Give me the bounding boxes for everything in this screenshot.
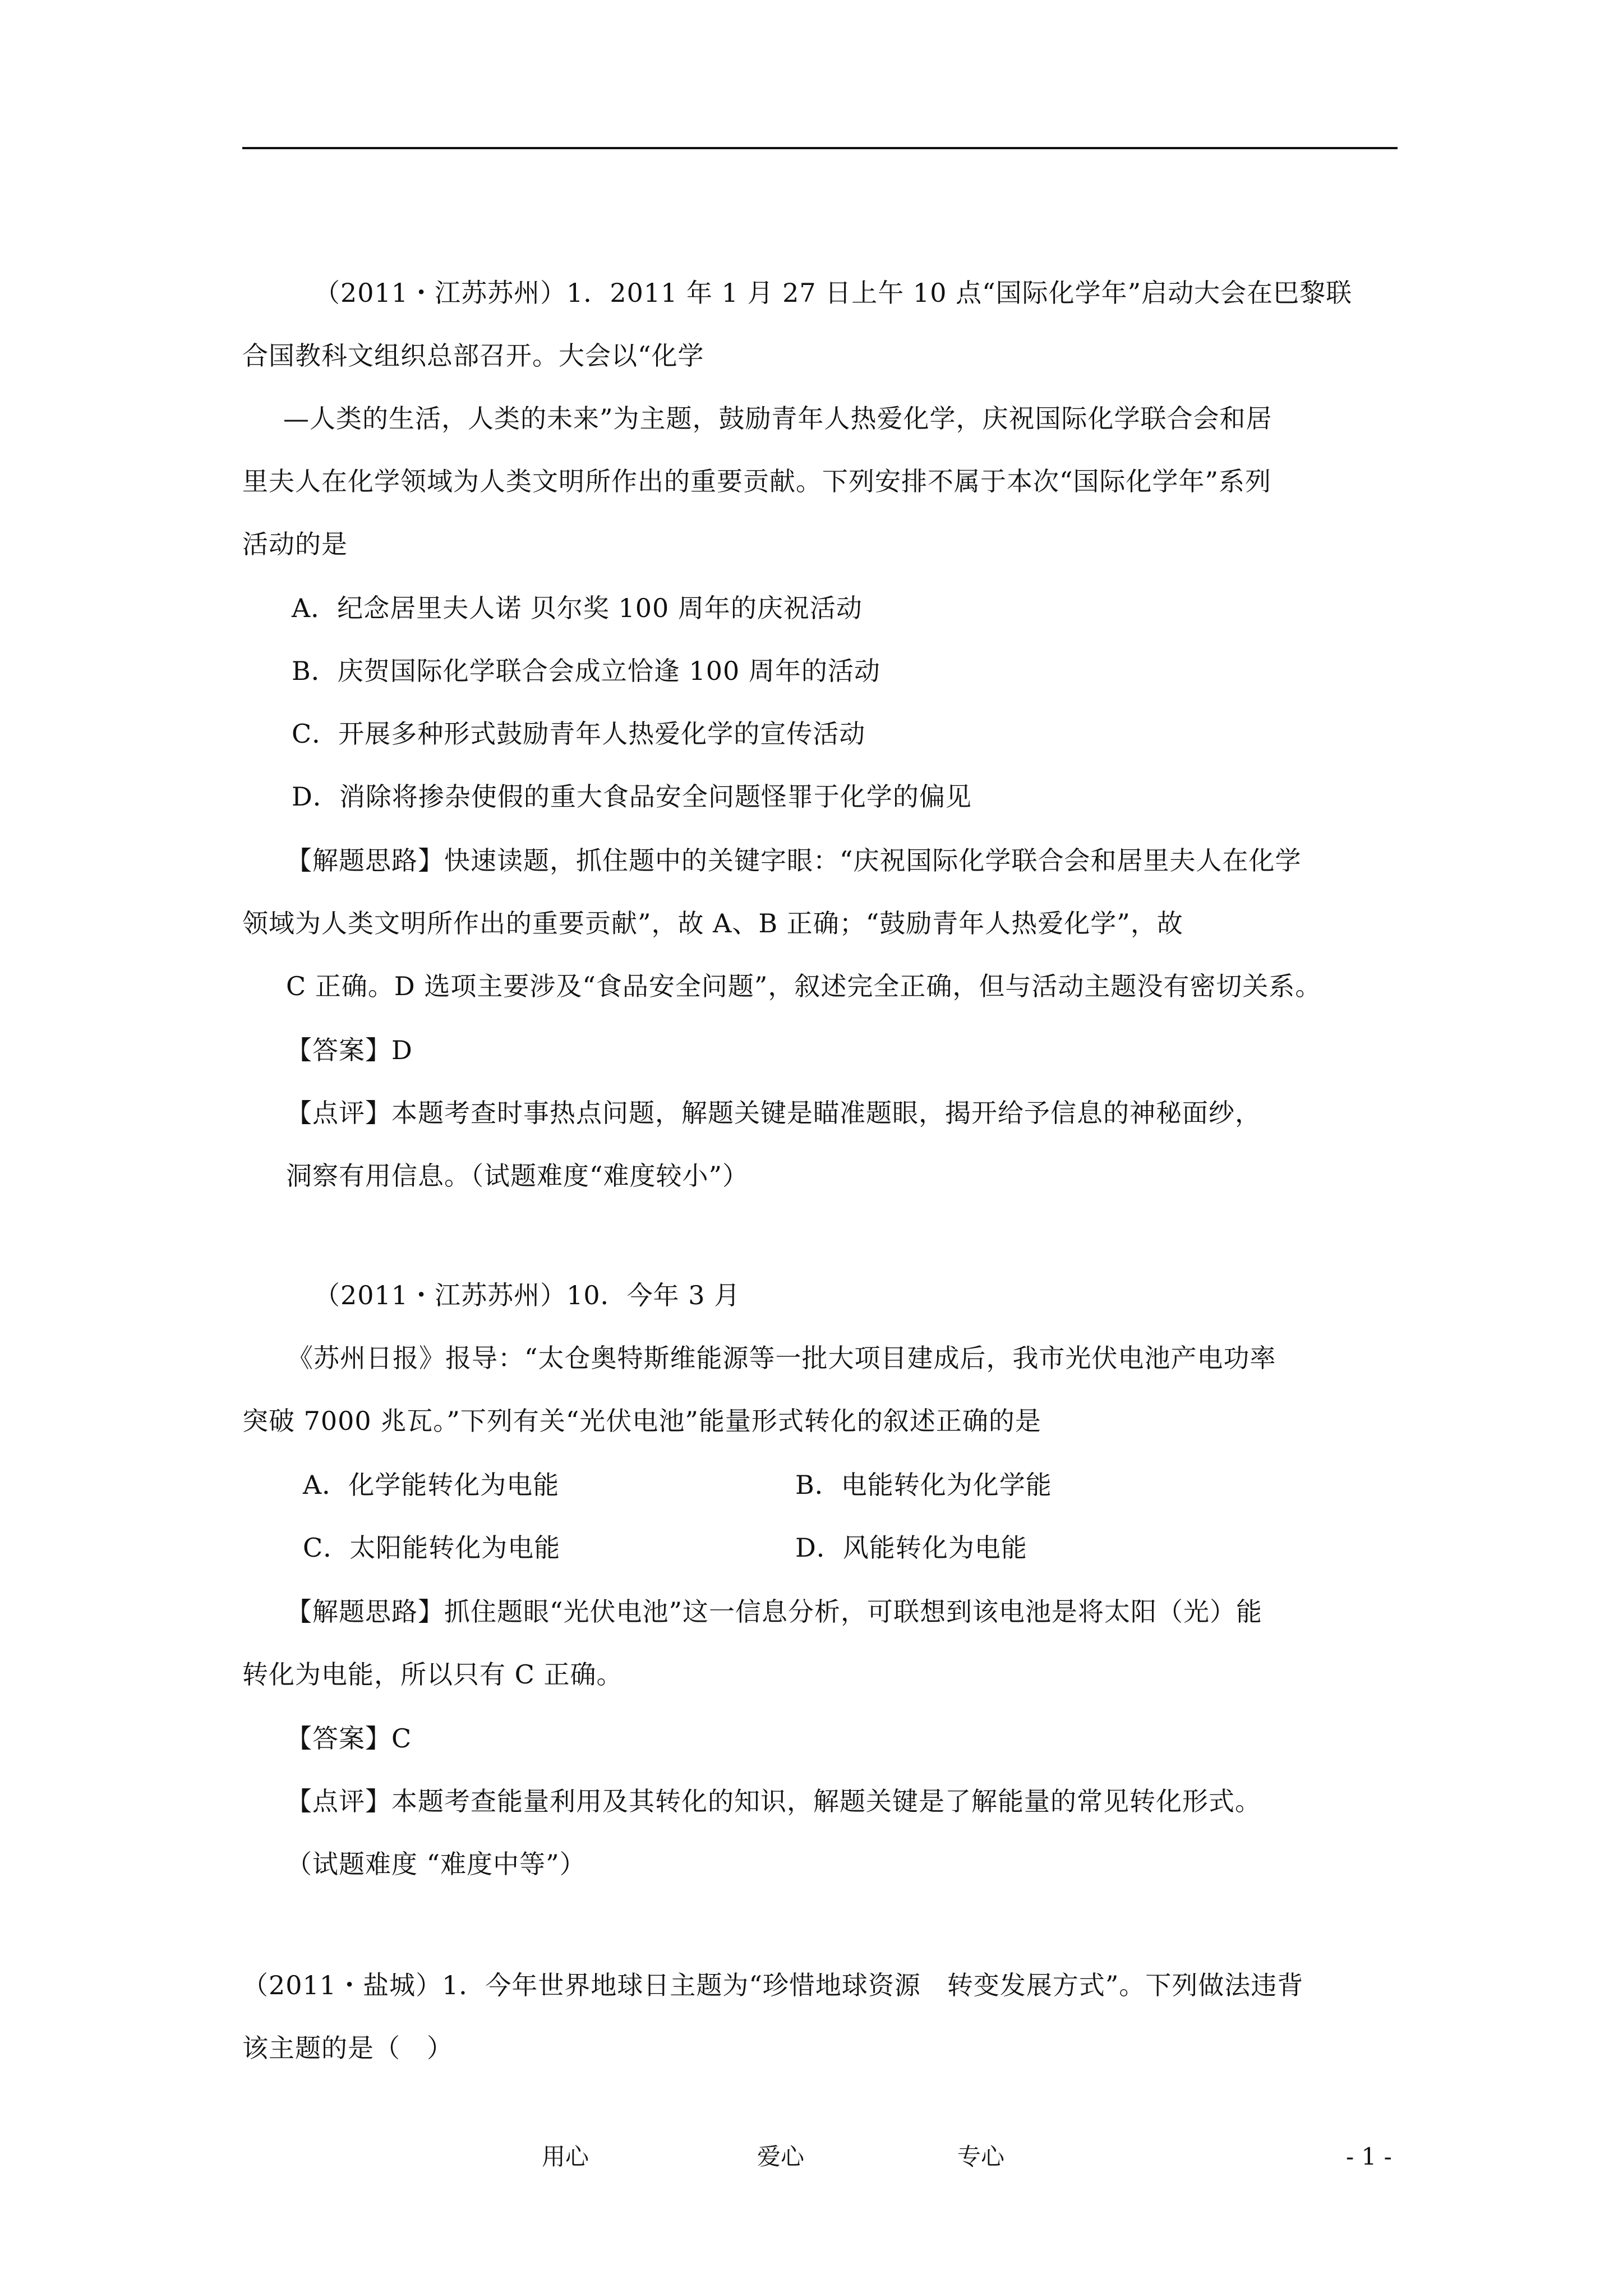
- q2-comment-1: 【点评】本题考查能量利用及其转化的知识，解题关键是了解能量的常见转化形式。: [286, 1786, 1261, 1816]
- footer-item-3: 专心: [957, 2143, 1005, 2170]
- q2-option-a: A．化学能转化为电能: [303, 1470, 560, 1500]
- q1-option-a: A．纪念居里夫人诺 贝尔奖 100 周年的庆祝活动: [292, 593, 863, 623]
- q2-answer: 【答案】C: [286, 1723, 412, 1754]
- q2-analysis-1: 【解题思路】抓住题眼“光伏电池”这一信息分析，可联想到该电池是将太阳（光）能: [286, 1596, 1263, 1627]
- q1-line-4: 里夫人在化学领域为人类文明所作出的重要贡献。下列安排不属于本次“国际化学年”系列: [242, 466, 1272, 496]
- q1-line-5: 活动的是: [242, 529, 348, 559]
- q1-option-d: D．消除将掺杂使假的重大食品安全问题怪罪于化学的偏见: [292, 781, 972, 812]
- q2-line-3: 突破 7000 兆瓦。”下列有关“光伏电池”能量形式转化的叙述正确的是: [242, 1406, 1041, 1436]
- q1-line-1: （2011・江苏苏州）1．2011 年 1 月 27 日上午 10 点“国际化学年”启动大会在巴黎联: [314, 278, 1353, 308]
- q1-analysis-1: 【解题思路】快速读题，抓住题中的关键字眼：“庆祝国际化学联合会和居里夫人在化学: [286, 845, 1302, 876]
- q2-line-1: （2011・江苏苏州）10．今年 3 月: [314, 1280, 741, 1310]
- q3-line-1: （2011・盐城）1．今年世界地球日主题为“珍惜地球资源 转变发展方式”。下列做法违背: [242, 1970, 1304, 2000]
- footer-item-1: 用心: [542, 2143, 589, 2170]
- q2-option-d: D．风能转化为电能: [795, 1533, 1027, 1563]
- q1-comment-1: 【点评】本题考查时事热点问题，解题关键是瞄准题眼，揭开给予信息的神秘面纱，: [286, 1098, 1261, 1128]
- q1-analysis-2: 领域为人类文明所作出的重要贡献”，故 A、B 正确；“鼓励青年人热爱化学”，故: [242, 908, 1183, 938]
- q1-line-2: 合国教科文组织总部召开。大会以“化学: [242, 341, 704, 371]
- q1-answer: 【答案】D: [286, 1035, 413, 1065]
- footer-item-2: 爱心: [757, 2143, 805, 2170]
- q2-option-c: C．太阳能转化为电能: [303, 1533, 561, 1563]
- footer-page-number: - 1 -: [1346, 2143, 1392, 2170]
- q2-comment-2: （试题难度 “难度中等”）: [286, 1849, 586, 1879]
- header-rule: [242, 147, 1398, 149]
- q2-analysis-2: 转化为电能，所以只有 C 正确。: [242, 1659, 623, 1690]
- q3-line-2: 该主题的是（ ）: [242, 2033, 453, 2063]
- q2-option-b: B．电能转化为化学能: [795, 1470, 1052, 1500]
- q1-option-c: C．开展多种形式鼓励青年人热爱化学的宣传活动: [292, 719, 866, 749]
- q1-analysis-3: C 正确。D 选项主要涉及“食品安全问题”，叙述完全正确，但与活动主题没有密切关系。: [286, 971, 1322, 1001]
- q1-line-3: —人类的生活，人类的未来”为主题，鼓励青年人热爱化学，庆祝国际化学联合会和居: [283, 403, 1272, 434]
- q2-line-2: 《苏州日报》报导：“太仓奥特斯维能源等一批大项目建成后，我市光伏电池产电功率: [287, 1343, 1276, 1373]
- q1-option-b: B．庆贺国际化学联合会成立恰逢 100 周年的活动: [292, 656, 880, 686]
- q1-comment-2: 洞察有用信息。（试题难度“难度较小”）: [286, 1161, 749, 1191]
